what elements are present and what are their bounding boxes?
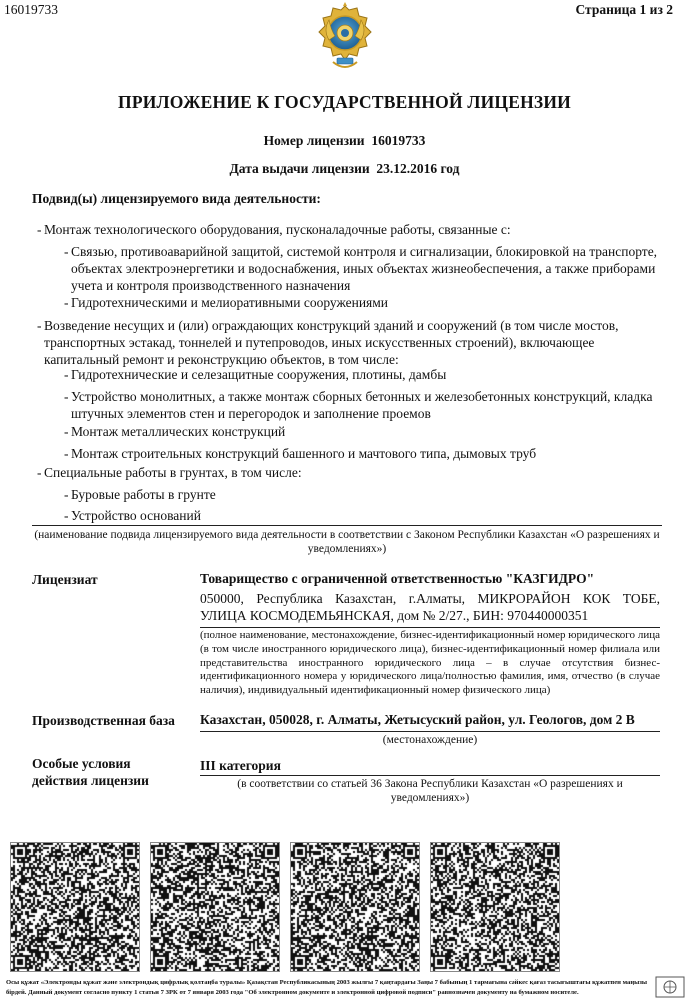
production-base-label: Производственная база xyxy=(32,713,175,728)
activity-item xyxy=(37,222,664,239)
license-date-row xyxy=(0,161,689,177)
page-indicator: Страница 1 из 2 xyxy=(575,2,673,17)
special-conditions-label-line1: Особые условия xyxy=(32,756,131,771)
dash-icon: - xyxy=(64,508,69,523)
footer-text-kz: Осы құжат «Электронды құжат және электрондық цифрлық қолтаңба туралы» Қазақстан Республикасының 2003 жылғы 7 қаңтардағы Заңы 7 бабының 1 тармағына сәйкес қағаз тасығыштағы құжатпен маңызы бірдей. xyxy=(6,979,648,996)
qr-code-icon xyxy=(150,842,280,972)
divider xyxy=(200,775,660,776)
licensee-address-line2: УЛИЦА КОСМОДЕМЬЯНСКАЯ, дом № 2/27., БИН: 970440000351 xyxy=(200,608,589,623)
document-number: 16019733 xyxy=(4,2,58,17)
license-date-value: 23.12.2016 год xyxy=(376,161,460,176)
footer-logo-icon xyxy=(655,976,685,998)
license-number-row xyxy=(0,133,689,149)
divider xyxy=(200,627,660,628)
activity-subitem xyxy=(64,244,683,294)
activity-subitem xyxy=(64,389,683,423)
activity-subitem-text: Гидротехнические и селезащитные сооружения, плотины, дамбы xyxy=(71,367,447,382)
dash-icon: - xyxy=(64,446,69,461)
document-title: ПРИЛОЖЕНИЕ К ГОСУДАРСТВЕННОЙ ЛИЦЕНЗИИ xyxy=(118,92,571,112)
activity-subitem-text: Гидротехническими и мелиоративными сооружениями xyxy=(71,295,389,310)
license-number-value: 16019733 xyxy=(371,133,426,148)
dash-icon: - xyxy=(37,222,42,237)
divider xyxy=(32,525,662,526)
activity-subitem-text: Монтаж строительных конструкций башенного и мачтового типа, дымовых труб xyxy=(71,446,537,461)
licensee-label: Лицензиат xyxy=(32,572,98,587)
subtype-caption: (наименование подвида лицензируемого вида деятельности в соответствии с Законом Республики Казахстан «О разрешениях и уведомлениях») xyxy=(34,529,660,555)
qr-code-icon xyxy=(10,842,140,972)
activity-text: Возведение несущих и (или) ограждающих конструкций зданий и сооружений (в том числе мостов, транспортных эстакад, тоннелей и путепроводов, иных искусственных строений), включающее капитальный ремонт и реконструкцию объектов, в том числе: xyxy=(44,318,619,367)
activity-subitem-text: Устройство монолитных, а также монтаж сборных бетонных и железобетонных конструкций, кладка штучных элементов стен и перегородок и заполнение проемов xyxy=(71,389,653,421)
production-base-value: Казахстан, 050028, г. Алматы, Жетысуский район, ул. Геологов, дом 2 В xyxy=(200,712,635,727)
activity-item xyxy=(37,465,664,482)
activity-subitem-text: Устройство оснований xyxy=(71,508,201,523)
activity-subitem xyxy=(64,508,683,525)
activity-subitem xyxy=(64,446,683,463)
special-conditions-label-line2: действия лицензии xyxy=(32,773,149,788)
license-number-label: Номер лицензии xyxy=(263,133,365,148)
qr-code-icon xyxy=(290,842,420,972)
state-emblem-icon xyxy=(315,0,375,74)
activity-subitem xyxy=(64,367,683,384)
activity-subitem-text: Связью, противоаварийной защитой, системой контроля и сигнализации, блокировкой на транспорте, объектах электроэнергетики и водоснабжения, иных объектах жизнеобеспечения, а также приборами учета и контроля производственного назначения xyxy=(71,244,658,293)
special-conditions-value: III категория xyxy=(200,758,281,773)
dash-icon: - xyxy=(64,295,69,310)
divider xyxy=(200,731,660,732)
footer-text-ru: Данный документ согласно пункту 1 статьи 7 ЗРК от 7 января 2003 года "Об электронном документе и электронной цифровой подписи" равнозначен документу на бумажном носителе. xyxy=(28,988,579,996)
production-base-caption: (местонахождение) xyxy=(382,734,478,746)
footer-legal-note xyxy=(6,978,651,997)
dash-icon: - xyxy=(37,465,42,480)
activity-subitem xyxy=(64,487,683,504)
activity-item xyxy=(37,318,664,368)
activity-subitem-text: Монтаж металлических конструкций xyxy=(71,424,286,439)
dash-icon: - xyxy=(64,487,69,502)
activity-subitem-text: Буровые работы в грунте xyxy=(71,487,216,502)
subtypes-heading: Подвид(ы) лицензируемого вида деятельности: xyxy=(32,191,321,206)
special-conditions-label xyxy=(32,755,149,789)
license-date-label: Дата выдачи лицензии xyxy=(229,161,370,176)
licensee-caption: (полное наименование, местонахождение, бизнес-идентификационный номер юридического лица (в том числе иностранного юридического лица), бизнес-идентификационный номер филиала или представительства иностранного юридического лица – в случае отсутствия бизнес-идентификационного номера у юридического лица/полностью фамилия, имя, отчество (в случае наличия), индивидуальный идентификационный номер физического лица) xyxy=(200,629,660,697)
special-conditions-caption: (в соответствии со статьей 36 Закона Республики Казахстан «О разрешениях и уведомлениях») xyxy=(237,778,623,804)
dash-icon: - xyxy=(64,389,69,404)
qr-code-icon xyxy=(430,842,560,972)
activity-subitem xyxy=(64,424,683,441)
activity-text: Специальные работы в грунтах, в том числе: xyxy=(44,465,302,480)
dash-icon: - xyxy=(64,424,69,439)
dash-icon: - xyxy=(37,318,42,333)
licensee-name: Товарищество с ограниченной ответственностью "КАЗГИДРО" xyxy=(200,571,595,586)
activity-text: Монтаж технологического оборудования, пусконаладочные работы, связанные с: xyxy=(44,222,511,237)
activity-subitem xyxy=(64,295,683,312)
dash-icon: - xyxy=(64,244,69,259)
licensee-address-line1: 050000, Республика Казахстан, г.Алматы, МИКРОРАЙОН КОК ТОБЕ, xyxy=(200,591,660,606)
dash-icon: - xyxy=(64,367,69,382)
